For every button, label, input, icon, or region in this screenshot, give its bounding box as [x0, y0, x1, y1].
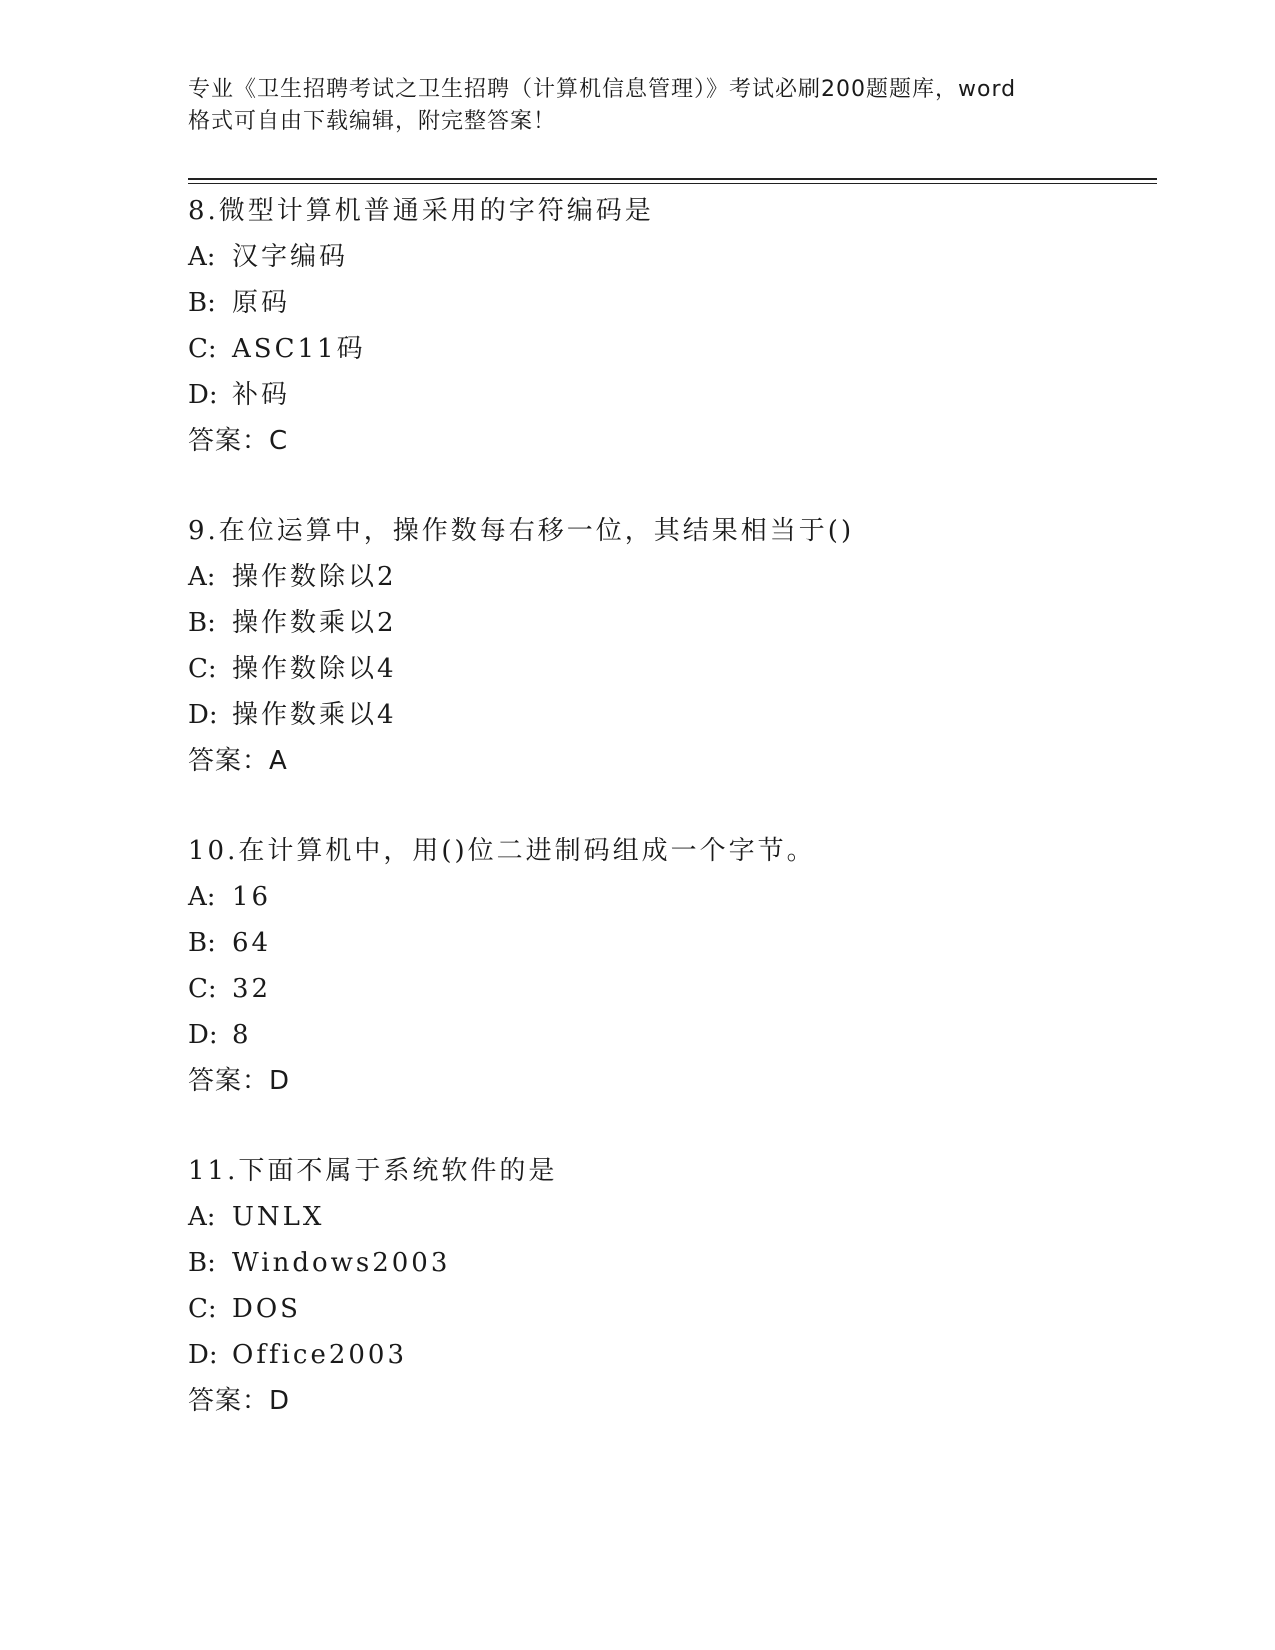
- option-label: D:: [188, 700, 218, 730]
- question-text: 10.在计算机中，用()位二进制码组成一个字节。: [188, 836, 816, 866]
- header-line-2: 格式可自由下载编辑，附完整答案！: [188, 109, 557, 134]
- answer-text: 答案：C: [188, 426, 289, 456]
- answer-text: 答案：A: [188, 746, 288, 776]
- option-text: 汉字编码: [232, 242, 349, 272]
- option-label: C:: [188, 1294, 217, 1324]
- option-text: UNLX: [232, 1202, 325, 1232]
- option-label: A:: [188, 562, 216, 592]
- header-divider-thick: [188, 178, 1157, 180]
- option-a: [188, 1194, 1148, 1240]
- question-item: [188, 1148, 1148, 1424]
- question-text: 11.下面不属于系统软件的是: [188, 1156, 558, 1186]
- option-label: A:: [188, 242, 216, 272]
- option-label: D:: [188, 1340, 218, 1370]
- question-text: 9.在位运算中，操作数每右移一位，其结果相当于(): [188, 516, 855, 546]
- option-text: 64: [232, 928, 272, 958]
- question-item: [188, 508, 1148, 784]
- option-label: C:: [188, 974, 217, 1004]
- option-text: 原码: [232, 288, 291, 318]
- option-text: 32: [232, 974, 272, 1004]
- option-c: [188, 326, 1148, 372]
- option-d: [188, 1332, 1148, 1378]
- question-list: [188, 188, 1148, 1468]
- document-header: [188, 74, 1088, 138]
- option-label: B:: [188, 1248, 216, 1278]
- option-label: D:: [188, 1020, 218, 1050]
- option-label: C:: [188, 334, 217, 364]
- option-text: 操作数除以2: [232, 562, 397, 592]
- option-label: A:: [188, 882, 216, 912]
- question-text: 8.微型计算机普通采用的字符编码是: [188, 196, 654, 226]
- option-b: [188, 280, 1148, 326]
- option-text: Windows2003: [232, 1248, 451, 1278]
- option-text: 操作数除以4: [232, 654, 397, 684]
- option-d: [188, 372, 1148, 418]
- option-text: 操作数乘以2: [232, 608, 397, 638]
- option-text: 16: [232, 882, 272, 912]
- option-c: [188, 966, 1148, 1012]
- option-text: 补码: [232, 380, 291, 410]
- option-label: B:: [188, 608, 216, 638]
- option-a: [188, 874, 1148, 920]
- option-b: [188, 920, 1148, 966]
- question-item: [188, 828, 1148, 1104]
- option-text: DOS: [232, 1294, 301, 1324]
- question-item: [188, 188, 1148, 464]
- option-text: 操作数乘以4: [232, 700, 397, 730]
- option-label: D:: [188, 380, 218, 410]
- option-a: [188, 234, 1148, 280]
- option-c: [188, 1286, 1148, 1332]
- option-label: B:: [188, 928, 216, 958]
- option-d: [188, 692, 1148, 738]
- option-label: C:: [188, 654, 217, 684]
- answer-text: 答案：D: [188, 1066, 291, 1096]
- option-text: Office2003: [232, 1340, 407, 1370]
- option-text: 8: [232, 1020, 252, 1050]
- option-text: ASC11码: [232, 334, 366, 364]
- header-divider-thin: [188, 183, 1157, 184]
- option-b: [188, 1240, 1148, 1286]
- option-label: B:: [188, 288, 216, 318]
- option-b: [188, 600, 1148, 646]
- answer-text: 答案：D: [188, 1386, 291, 1416]
- option-a: [188, 554, 1148, 600]
- option-label: A:: [188, 1202, 216, 1232]
- header-line-1: 专业《卫生招聘考试之卫生招聘（计算机信息管理）》考试必刷200题题库，word: [188, 77, 1017, 102]
- option-d: [188, 1012, 1148, 1058]
- option-c: [188, 646, 1148, 692]
